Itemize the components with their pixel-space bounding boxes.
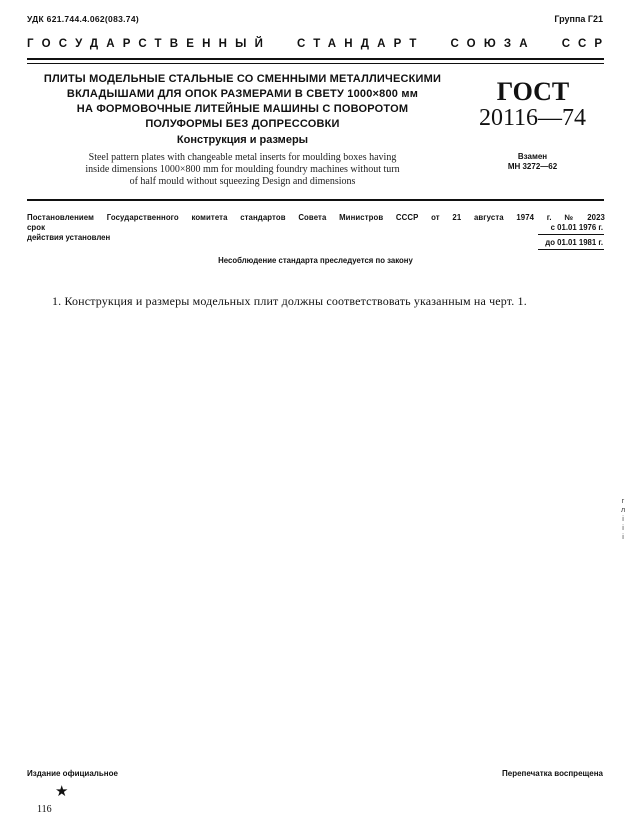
replaces-block (470, 152, 595, 172)
official-edition-label: Издание официальное (27, 769, 118, 778)
date-from-underline (538, 234, 604, 235)
margin-mark-3: і (622, 516, 624, 523)
replaces-value: МН 3272—62 (507, 162, 558, 171)
margin-mark-2: л (620, 507, 626, 514)
title-ru-line-4: ПОЛУФОРМЫ БЕЗ ДОПРЕССОВКИ (145, 118, 340, 130)
paragraph-1: 1. Конструкция и размеры модельных плит должны соответствовать указанным на черт. 1. (52, 294, 527, 308)
date-to-underline (538, 249, 604, 250)
title-ru-line-3: НА ФОРМОВОЧНЫЕ ЛИТЕЙНЫЕ МАШИНЫ С ПОВОРОТОМ (76, 103, 409, 115)
title-en-line-3: of half mould without squeezing Design and dimensions (129, 176, 356, 187)
header-rule-thick (27, 58, 604, 60)
star-icon: ★ (55, 783, 69, 800)
validity-date-to: до 01.01 1981 г. (545, 238, 603, 247)
replaces-label: Взамен (517, 152, 548, 161)
margin-mark-1: г (621, 498, 625, 505)
margin-marks (619, 497, 627, 542)
page-number: 116 (37, 804, 52, 815)
legal-notice: Несоблюдение стандарта преследуется по закону (218, 256, 413, 265)
udk-code: УДК 621.744.4.062(083.74) (27, 14, 139, 24)
header-rule-thin (27, 63, 604, 64)
banner-word-2: СТАНДАРТ (296, 38, 425, 50)
title-russian (35, 72, 450, 132)
reprint-prohibited-label: Перепечатка воспрещена (502, 769, 603, 778)
banner-word-4: ССР (561, 38, 610, 50)
title-english (35, 152, 450, 188)
state-standard-banner (27, 38, 610, 50)
group-code: Группа Г21 (554, 14, 603, 24)
margin-mark-5: і (622, 534, 624, 541)
subtitle: Конструкция и размеры (176, 134, 309, 146)
banner-word-3: СОЮЗА (450, 38, 536, 50)
validity-date-from: с 01.01 1976 г. (550, 223, 603, 232)
title-ru-line-1: ПЛИТЫ МОДЕЛЬНЫЕ СТАЛЬНЫЕ СО СМЕННЫМИ МЕТАЛЛИЧЕСКИМИ (43, 73, 442, 85)
title-en-line-1: Steel pattern plates with changeable metal inserts for moulding boxes having (88, 152, 397, 163)
banner-word-1: ГОСУДАРСТВЕННЫЙ (27, 38, 272, 50)
title-ru-line-2: ВКЛАДЫШАМИ ДЛЯ ОПОК РАЗМЕРАМИ В СВЕТУ 1000×800 мм (66, 88, 419, 100)
title-rule (27, 199, 604, 201)
margin-mark-4: і (622, 525, 624, 532)
standard-name: ГОСТ (496, 77, 570, 106)
decree-line-2: действия установлен (27, 233, 111, 242)
standard-number: 20116—74 (478, 105, 587, 131)
title-en-line-2: inside dimensions 1000×800 mm for moulding foundry machines without turn (85, 164, 400, 175)
decree-line-1: Постановлением Государственного комитета стандартов Совета Министров СССР от 21 августа 1974 г. № 2023 срок (27, 213, 605, 232)
